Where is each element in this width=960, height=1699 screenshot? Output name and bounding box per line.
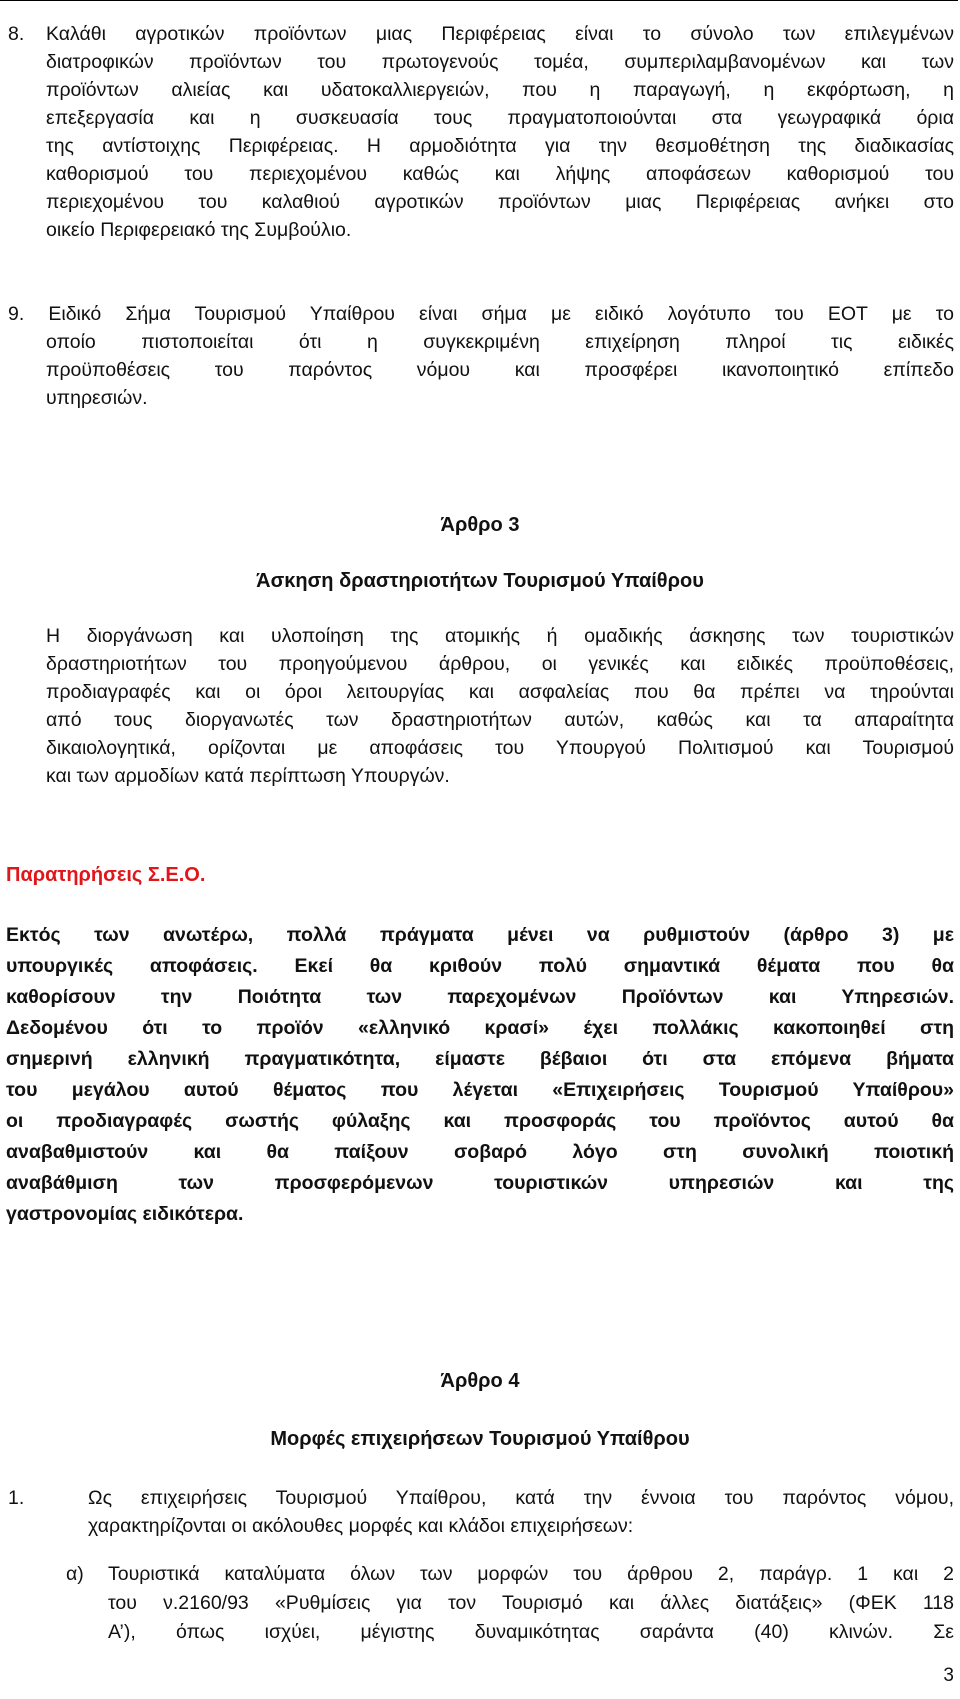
remarks-line-9: αναβάθμιση των προσφερόμενων τουριστικών υπηρεσιών και της [6,1172,954,1194]
article4-sub-a-line-2: του ν.2160/93 «Ρυθμίσεις για τον Τουρισμό και άλλες διατάξεις» (ΦΕΚ 118 [108,1592,954,1614]
remarks-line-5: σημερινή ελληνική πραγματικότητα, είμαστε βέβαιοι ότι στα επόμενα βήματα [6,1048,954,1070]
article4-sub-a-line-3: Α’), όπως ισχύει, μέγιστης δυναμικότητας σαράντα (40) κλινών. Σε [108,1621,954,1643]
item8-line-7: περιεχομένου του καλαθιού αγροτικών προϊόντων μιας Περιφέρειας ανήκει στο [46,191,954,213]
remarks-line-10: γαστρονομίας ειδικότερα. [6,1203,244,1225]
article3-line-3: προδιαγραφές και οι όροι λειτουργίας και ασφαλείας που θα πρέπει να τηρούνται [46,681,954,703]
article-3-body [46,622,954,790]
article-4-title: Άρθρο 4 [440,1370,520,1392]
remarks-line-3: καθορίσουν την Ποιότητα των παρεχομένων Προϊόντων και Υπηρεσιών. [6,986,954,1008]
remarks-line-8: αναβαθμιστούν και θα παίξουν σοβαρό λόγο στη συνολική ποιοτική [6,1141,954,1163]
remarks-line-6: του μεγάλου αυτού θέματος που λέγεται «Επιχειρήσεις Τουρισμού Υπαίθρου» [6,1079,954,1101]
article4-item1-line-2: χαρακτηρίζονται οι ακόλουθες μορφές και κλάδοι επιχειρήσεων: [88,1515,634,1537]
remarks-line-7: οι προδιαγραφές σωστής φύλαξης και προσφοράς του προϊόντος αυτού θα [6,1110,954,1132]
article3-line-4: από τους διοργανωτές των δραστηριοτήτων αυτών, καθώς και τα απαραίτητα [46,709,954,731]
article3-line-2: δραστηριοτήτων του προηγούμενου άρθρου, οι γενικές και ειδικές προϋποθέσεις, [46,653,954,675]
subitem-label: α) [66,1563,84,1585]
article3-line-1: Η διοργάνωση και υλοποίηση της ατομικής ή ομαδικής άσκησης των τουριστικών [46,625,954,647]
remarks-title: Παρατηρήσεις Σ.Ε.Ο. [6,864,206,886]
article-3-subtitle: Άσκηση δραστηριοτήτων Τουρισμού Υπαίθρου [256,570,704,592]
remarks-body [6,920,954,1230]
item8-line-1: Καλάθι αγροτικών προϊόντων μιας Περιφέρειας είναι το σύνολο των επιλεγμένων [46,23,954,45]
remarks-line-2: υπουργικές αποφάσεις. Εκεί θα κριθούν πολύ σημαντικά θέματα που θα [6,955,954,977]
item8-line-2: διατροφικών προϊόντων του πρωτογενούς τομέα, συμπεριλαμβανομένων και των [46,51,954,73]
item9-line-4: υπηρεσιών. [46,387,148,409]
item9-line-2: οποίο πιστοποιείται ότι η συγκεκριμένη επιχείρηση πληροί τις ειδικές [46,331,954,353]
article-3-title: Άρθρο 3 [440,514,520,536]
article3-line-6: και των αρμοδίων κατά περίπτωση Υπουργών. [46,765,450,787]
item9-line-3: προϋποθέσεις του παρόντος νόμου και προσφέρει ικανοποιητικό επίπεδο [46,359,954,381]
article3-line-5: δικαιολογητικά, ορίζονται με αποφάσεις του Υπουργού Πολιτισμού και Τουρισμού [46,737,954,759]
article4-sub-a-line-1: Τουριστικά καταλύματα όλων των μορφών του άρθρου 2, παράγρ. 1 και 2 [108,1563,954,1585]
item-number: 8. [8,23,25,45]
remarks-line-1: Εκτός των ανωτέρω, πολλά πράγματα μένει να ρυθμιστούν (άρθρο 3) με [6,924,954,946]
item-number: 1. [8,1487,25,1509]
item9-line-1: 9. Ειδικό Σήμα Τουρισμού Υπαίθρου είναι σήμα με ειδικό λογότυπο του ΕΟΤ με το [8,303,954,325]
item8-line-3: προϊόντων αλιείας και υδατοκαλλιεργειών, που η παραγωγή, η εκφόρτωση, η [46,79,954,101]
item8-line-6: καθορισμού του περιεχομένου καθώς και λήψης αποφάσεων καθορισμού του [46,163,954,185]
article-4-item-1 [8,1484,954,1540]
article4-item1-line-1: Ως επιχειρήσεις Τουρισμού Υπαίθρου, κατά την έννοια του παρόντος νόμου, [88,1487,954,1509]
article-4-subitem-a [66,1560,954,1647]
article-4-subtitle: Μορφές επιχειρήσεων Τουρισμού Υπαίθρου [270,1428,690,1450]
page-number: 3 [943,1665,954,1686]
remarks-line-4: Δεδομένου ότι το προϊόν «ελληνικό κρασί» έχει πολλάκις κακοποιηθεί στη [6,1017,954,1039]
item8-line-5: της αντίστοιχης Περιφέρειας. Η αρμοδιότητα για την θεσμοθέτηση της διαδικασίας [46,135,954,157]
definition-item-8 [8,20,954,244]
item8-line-8: οικείο Περιφερειακό της Συμβούλιο. [46,219,352,241]
definition-item-9 [8,300,954,412]
item8-line-4: επεξεργασία και η συσκευασία τους πραγματοποιούνται στα γεωγραφικά όρια [46,107,954,129]
